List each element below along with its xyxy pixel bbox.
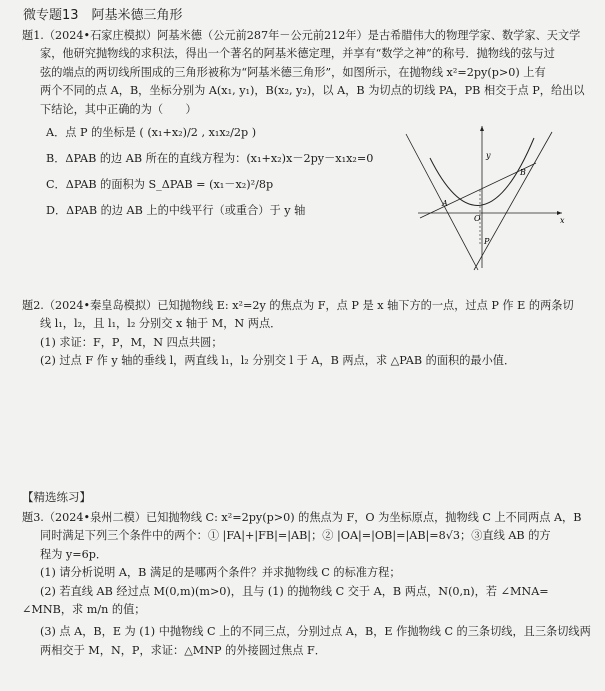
x-axis-arrow	[557, 211, 562, 215]
option-a: A．点 P 的坐标是 ( (x₁+x₂)/2 , x₁x₂/2p )	[46, 126, 257, 139]
label-o: O	[474, 214, 481, 223]
label-a: A	[442, 199, 448, 208]
problem-3-part-3b: 两相交于 M，N，P，求证：△MNP 的外接圆过焦点 F．	[40, 643, 326, 657]
problem-1-line-3: 弦的端点的两切线所围成的三角形被称为“阿基米德三角形”，如图所示，在抛物线 x²=2py(p>0) 上有	[40, 65, 546, 79]
page-title: 微专题13 阿基米德三角形	[23, 8, 183, 23]
option-b: B．ΔPAB 的边 AB 所在的直线方程为：(x₁+x₂)x－2py－x₁x₂=0	[46, 152, 374, 165]
problem-3	[22, 509, 592, 660]
option-c: C．ΔPAB 的面积为 S_ΔPAB = (x₁－x₂)²/8p	[46, 178, 274, 191]
problem-2-part-1: (1) 求证：F，P，M，N 四点共圆；	[40, 335, 223, 349]
problem-3-line-3: 程为 y=6p．	[40, 547, 108, 561]
section-heading: 【精选练习】	[22, 490, 91, 504]
problem-3-part-2b: ∠MNB，求 m/n 的值；	[22, 603, 146, 617]
problem-2-part-2: (2) 过点 F 作 y 轴的垂线 l，两直线 l₁，l₂ 分别交 l 于 A，B 两点，求 △PAB 的面积的最小值．	[40, 354, 516, 368]
parabola-figure	[400, 118, 580, 278]
problem-1-line-4: 两个不同的点 A，B，坐标分别为 A(x₁, y₁)，B(x₂, y₂)，以 A，B 为切点的切线 PA，PB 相交于点 P，给出以	[40, 84, 585, 98]
problem-1-line-1: 题1.（2024•石家庄模拟）阿基米德（公元前287年－公元前212年）是古希腊伟大的物理学家、数学家、天文学	[22, 29, 581, 42]
problem-1-line-5: 下结论，其中正确的为（ ）	[40, 102, 197, 116]
problem-2	[22, 297, 592, 371]
label-p: P	[484, 237, 490, 246]
label-b: B	[520, 168, 526, 177]
label-y: y	[486, 151, 491, 160]
problem-3-part-2a: (2) 若直线 AB 经过点 M(0,m)(m>0)，且与 (1) 的抛物线 C 交于 A，B 两点，N(0,n)，若 ∠MNA=	[40, 584, 549, 598]
problem-3-line-1: 题3.（2024•泉州二模）已知抛物线 C: x²=2py(p>0) 的焦点为 F，O 为坐标原点，抛物线 C 上不同两点 A，B	[22, 511, 582, 524]
problem-3-part-1: (1) 请分析说明 A，B 满足的是哪两个条件？并求抛物线 C 的标准方程；	[40, 566, 401, 580]
y-axis-arrow	[480, 126, 484, 131]
problem-3-part-3a: (3) 点 A，B，E 为 (1) 中抛物线 C 上的不同三点，分别过点 A，B，E 作抛物线 C 的三条切线，且三条切线两	[40, 625, 591, 639]
problem-2-line-1: 题2.（2024•秦皇岛模拟）已知抛物线 E: x²=2y 的焦点为 F，点 P 是 x 轴下方的一点，过点 P 作 E 的两条切	[22, 299, 574, 312]
option-d: D．ΔPAB 的边 AB 上的中线平行（或重合）于 y 轴	[46, 204, 306, 217]
problem-3-line-2: 同时满足下列三个条件中的两个：① |FA|+|FB|=|AB|；② |OA|=|OB|=|AB|=8√3；③直线 AB 的方	[40, 529, 551, 543]
label-x: x	[560, 216, 565, 225]
problem-1-line-2: 家，他研究抛物线的求积法，得出一个著名的阿基米德定理，并享有“数学之神”的称号．抛物线的弦与过	[40, 47, 555, 61]
problem-2-line-2: 线 l₁，l₂，且 l₁，l₂ 分别交 x 轴于 M，N 两点．	[40, 317, 282, 331]
problem-1	[22, 27, 592, 119]
